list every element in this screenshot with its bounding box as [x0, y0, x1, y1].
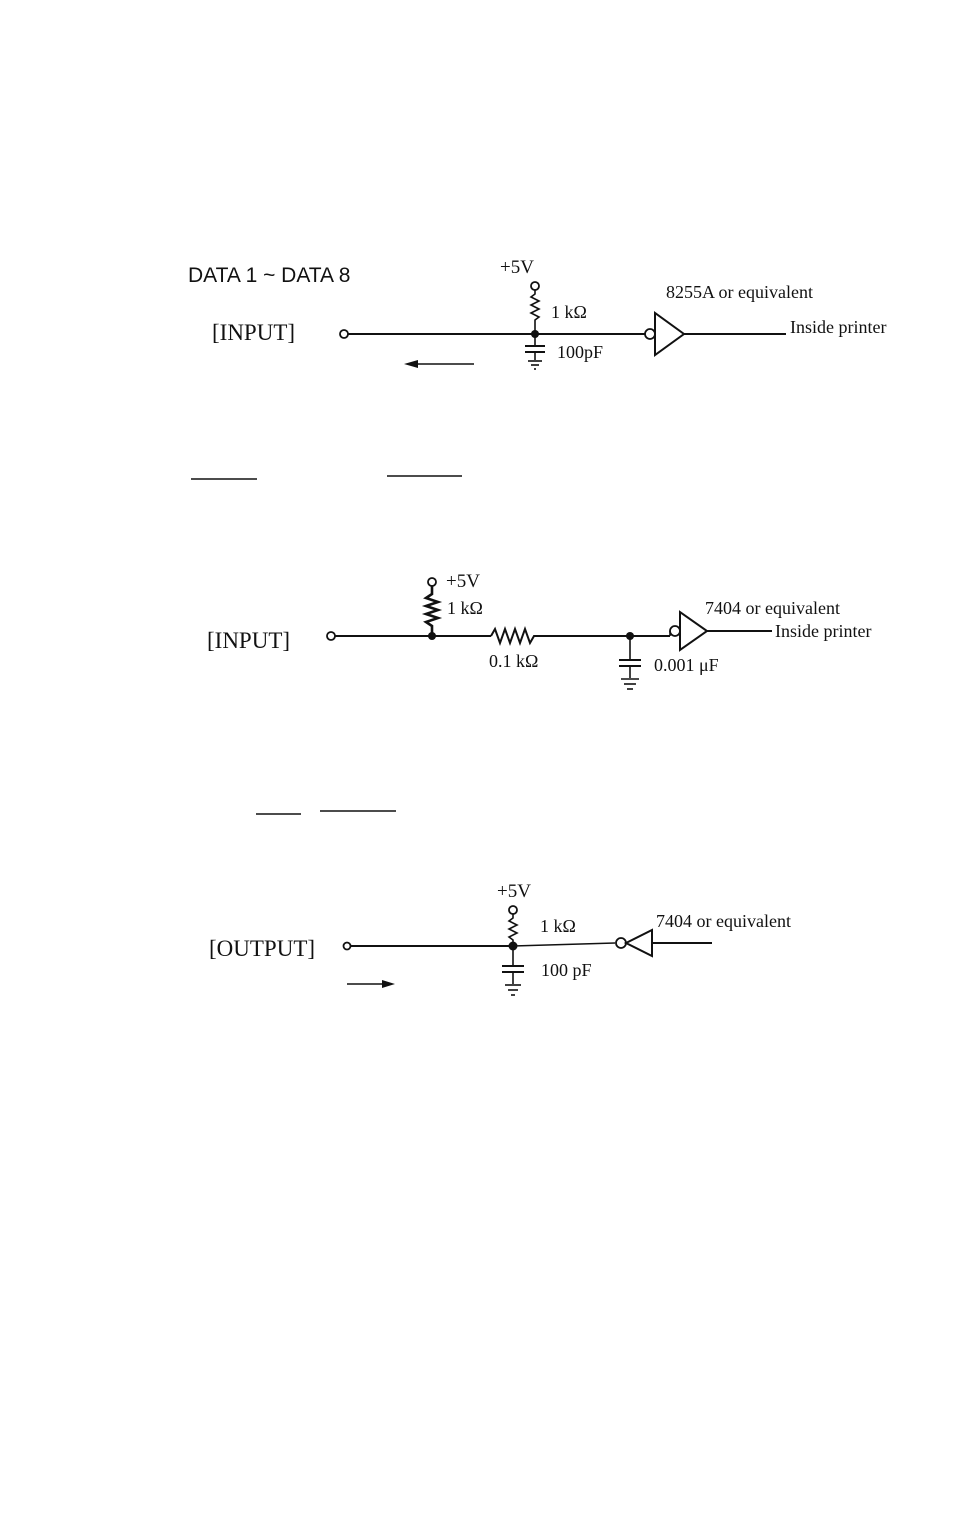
pullup-resistor [426, 586, 438, 636]
circuit-2-supply-label: +5V [446, 571, 480, 592]
circuit-1-supply-label: +5V [500, 257, 534, 278]
buffer-gate [655, 313, 684, 355]
circuit-1-destination-label: Inside printer [790, 317, 887, 337]
circuit-1 [188, 257, 886, 369]
circuit-2-destination-label: Inside printer [775, 621, 872, 641]
junction-dot [428, 632, 436, 640]
inverter-bubble [670, 626, 680, 636]
circuit-3 [209, 881, 791, 995]
buffer-gate [680, 612, 707, 650]
circuit-3-capacitor-label: 100 pF [541, 960, 592, 980]
circuit-3-resistor-label: 1 kΩ [540, 916, 576, 936]
circuit-2-port-label: [INPUT] [207, 628, 291, 653]
circuit-1-port-label: [INPUT] [212, 320, 296, 345]
circuit-3-supply-label: +5V [497, 881, 531, 902]
supply-terminal [531, 282, 539, 290]
circuit-2-series-resistor-label: 0.1 kΩ [489, 651, 539, 671]
supply-terminal [428, 578, 436, 586]
circuit-1-gate-label: 8255A or equivalent [666, 282, 813, 302]
circuit-2-capacitor-label: 0.001 μF [654, 655, 719, 675]
inverter-bubble [645, 329, 655, 339]
circuit-3-port-label: [OUTPUT] [209, 936, 316, 961]
circuit-2-gate-label: 7404 or equivalent [705, 598, 840, 618]
pullup-resistor [531, 290, 539, 334]
series-resistor [491, 629, 630, 643]
connector-terminal [327, 632, 335, 640]
circuit-2 [207, 571, 871, 689]
circuit-1-resistor-label: 1 kΩ [551, 302, 587, 322]
circuit-1-title: DATA 1 ~ DATA 8 [188, 264, 351, 287]
buffer-gate [626, 930, 652, 956]
connector-terminal [340, 330, 348, 338]
circuit-3-gate-label: 7404 or equivalent [656, 911, 791, 931]
connector-terminal [344, 943, 351, 950]
circuit-1-capacitor-label: 100pF [557, 342, 604, 362]
circuit-2-pullup-label: 1 kΩ [447, 598, 483, 618]
supply-terminal [509, 906, 517, 914]
pullup-resistor [509, 914, 517, 946]
